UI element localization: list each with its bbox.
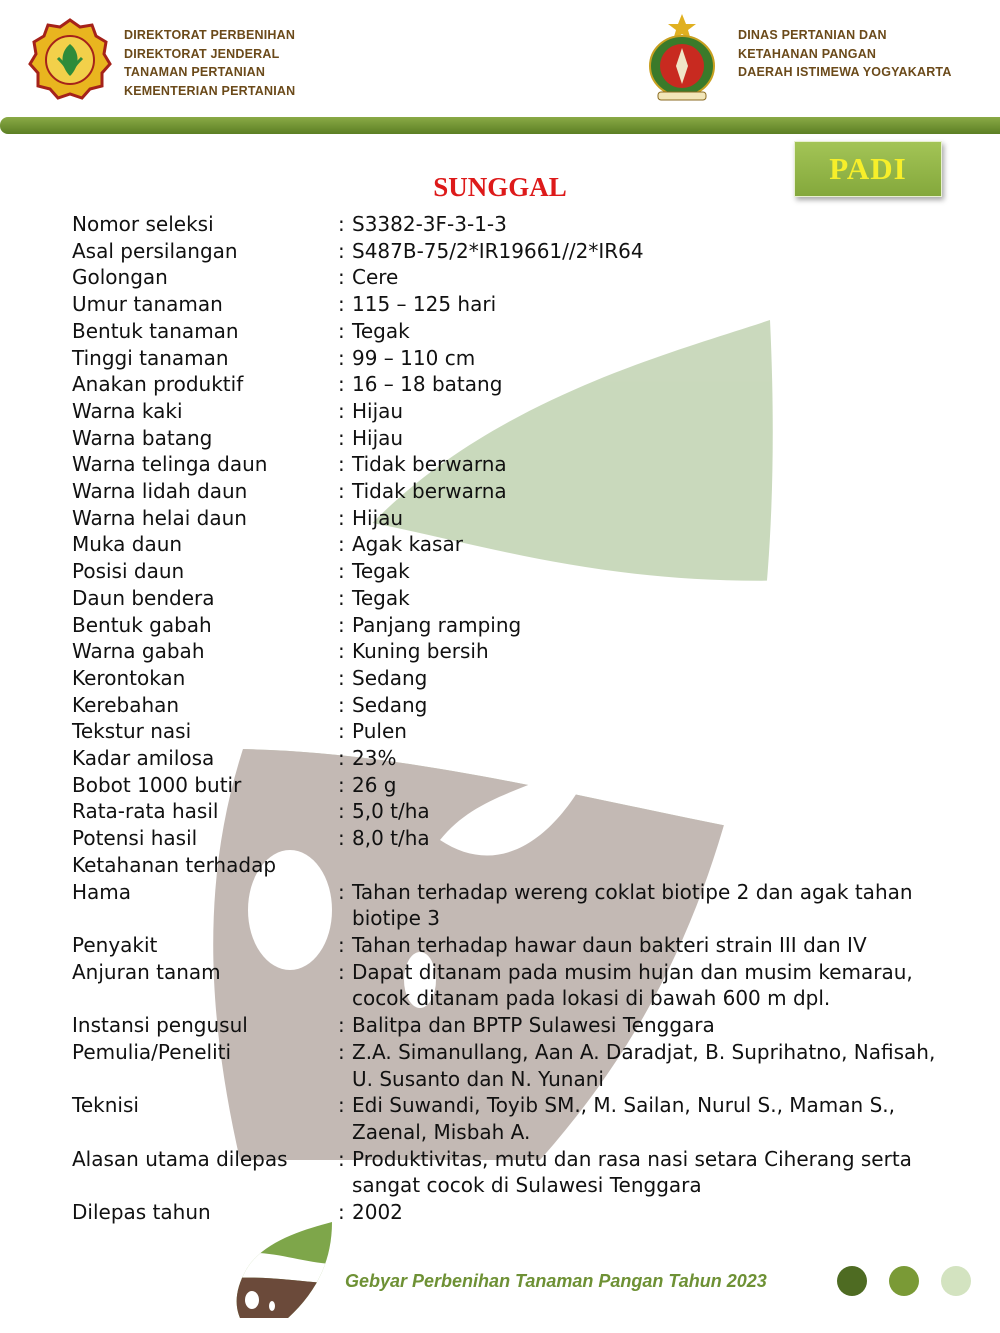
spec-row bbox=[72, 211, 952, 238]
diy-coat-of-arms-icon bbox=[644, 14, 720, 102]
spec-value: 2002 bbox=[352, 1200, 403, 1225]
spec-colon: : bbox=[338, 1093, 345, 1118]
spec-colon: : bbox=[338, 479, 345, 504]
spec-row bbox=[72, 665, 952, 692]
spec-row bbox=[72, 238, 952, 265]
spec-value: Tahan terhadap hawar daun bakteri strain III dan IV bbox=[352, 932, 867, 957]
spec-label: Anakan produktif bbox=[72, 372, 244, 397]
spec-value: Hijau bbox=[352, 505, 404, 530]
spec-label: Warna helai daun bbox=[72, 505, 247, 530]
spec-label: Kerontokan bbox=[72, 665, 186, 690]
spec-row bbox=[72, 1146, 952, 1199]
spec-value: 8,0 t/ha bbox=[352, 826, 430, 851]
spec-value: 99 – 110 cm bbox=[352, 345, 476, 370]
header-right-line: DAERAH ISTIMEWA YOGYAKARTA bbox=[738, 65, 952, 79]
spec-label: Penyakit bbox=[72, 932, 158, 957]
spec-row bbox=[72, 398, 952, 425]
spec-colon: : bbox=[338, 746, 345, 771]
spec-colon: : bbox=[338, 585, 345, 610]
spec-label: Warna kaki bbox=[72, 398, 183, 423]
spec-value: 23% bbox=[352, 746, 397, 771]
header-left-line: DIREKTORAT PERBENIHAN bbox=[124, 28, 296, 42]
spec-label: Umur tanaman bbox=[72, 292, 223, 317]
spec-value: Sedang bbox=[352, 692, 428, 717]
spec-row bbox=[72, 745, 952, 772]
spec-colon: : bbox=[338, 665, 345, 690]
spec-value: Sedang bbox=[352, 665, 428, 690]
spec-value: S3382-3F-3-1-3 bbox=[352, 212, 507, 236]
spec-label: Rata-rata hasil bbox=[72, 799, 219, 824]
spec-colon: : bbox=[338, 826, 345, 851]
footer-dot bbox=[941, 1266, 971, 1296]
spec-row bbox=[72, 318, 952, 345]
spec-label: Tekstur nasi bbox=[72, 719, 192, 744]
spec-row bbox=[72, 291, 952, 318]
spec-value: Kuning bersih bbox=[352, 639, 489, 664]
spec-colon: : bbox=[338, 532, 345, 557]
spec-row bbox=[72, 718, 952, 745]
spec-value: 115 – 125 hari bbox=[352, 292, 497, 317]
spec-value: Tegak bbox=[352, 559, 410, 584]
spec-row bbox=[72, 932, 952, 959]
spec-list bbox=[72, 211, 952, 1226]
spec-value: Tahan terhadap wereng coklat biotipe 2 dan agak tahan biotipe 3 bbox=[352, 879, 913, 931]
spec-row bbox=[72, 638, 952, 665]
spec-colon: : bbox=[338, 559, 345, 584]
header-left-line: DIREKTORAT JENDERAL bbox=[124, 46, 280, 61]
spec-value: 26 g bbox=[352, 772, 397, 797]
spec-label: Bobot 1000 butir bbox=[72, 772, 242, 797]
footer-event-text: Gebyar Perbenihan Tanaman Pangan Tahun 2023 bbox=[345, 1271, 767, 1291]
spec-row bbox=[72, 425, 952, 452]
spec-row bbox=[72, 798, 952, 825]
header-right-line: DINAS PERTANIAN DAN bbox=[738, 28, 887, 42]
spec-colon: : bbox=[338, 1146, 345, 1171]
spec-value: Dapat ditanam pada musim hujan dan musim kemarau, cocok ditanam pada lokasi di bawah 600 m dpl. bbox=[352, 959, 913, 1011]
spec-row bbox=[72, 531, 952, 558]
spec-colon: : bbox=[338, 452, 345, 477]
footer-dot bbox=[837, 1266, 867, 1296]
spec-label: Asal persilangan bbox=[72, 238, 238, 263]
variety-title: SUNGGAL bbox=[433, 172, 567, 202]
spec-value: S487B-75/2*IR19661//2*IR64 bbox=[352, 238, 644, 263]
spec-value: 16 – 18 batang bbox=[352, 372, 503, 397]
spec-colon: : bbox=[338, 345, 345, 370]
spec-label: Warna gabah bbox=[72, 639, 205, 664]
spec-value: Panjang ramping bbox=[352, 612, 522, 637]
spec-value: Hijau bbox=[352, 425, 404, 450]
spec-colon: : bbox=[338, 772, 345, 797]
spec-colon: : bbox=[338, 505, 345, 530]
header-left-line: KEMENTERIAN PERTANIAN bbox=[124, 83, 296, 98]
spec-colon: : bbox=[338, 292, 345, 317]
spec-label: Daun bendera bbox=[72, 585, 215, 610]
spec-row bbox=[72, 1092, 952, 1145]
spec-row bbox=[72, 505, 952, 532]
spec-label: Bentuk gabah bbox=[72, 612, 212, 637]
spec-label: Warna lidah daun bbox=[72, 479, 248, 504]
spec-label: Hama bbox=[72, 879, 132, 904]
spec-value: Z.A. Simanullang, Aan A. Daradjat, B. Suprihatno, Nafisah, U. Susanto dan N. Yunani bbox=[352, 1039, 936, 1091]
spec-label: Posisi daun bbox=[72, 559, 185, 584]
spec-colon: : bbox=[338, 959, 345, 984]
spec-label: Nomor seleksi bbox=[72, 212, 214, 236]
spec-colon: : bbox=[338, 612, 345, 637]
spec-label: Potensi hasil bbox=[72, 826, 198, 851]
spec-row bbox=[72, 371, 952, 398]
spec-label: Kerebahan bbox=[72, 692, 180, 717]
spec-colon: : bbox=[338, 318, 345, 343]
spec-value: Pulen bbox=[352, 719, 407, 744]
spec-colon: : bbox=[338, 212, 345, 236]
spec-label: Warna batang bbox=[72, 425, 213, 450]
spec-row bbox=[72, 879, 952, 932]
spec-colon: : bbox=[338, 1200, 345, 1225]
spec-value: 5,0 t/ha bbox=[352, 799, 430, 824]
spec-colon: : bbox=[338, 398, 345, 423]
spec-label: Alasan utama dilepas bbox=[72, 1146, 288, 1171]
header-divider-bar bbox=[0, 117, 1000, 134]
spec-colon: : bbox=[338, 932, 345, 957]
spec-colon: : bbox=[338, 372, 345, 397]
spec-value: Agak kasar bbox=[352, 532, 463, 557]
spec-value: Hijau bbox=[352, 398, 404, 423]
spec-colon: : bbox=[338, 799, 345, 824]
spec-label: Teknisi bbox=[72, 1093, 139, 1118]
spec-row bbox=[72, 825, 952, 852]
spec-row bbox=[72, 585, 952, 612]
spec-label: Bentuk tanaman bbox=[72, 318, 239, 343]
spec-row bbox=[72, 345, 952, 372]
spec-value: Edi Suwandi, Toyib SM., M. Sailan, Nurul S., Maman S., Zaenal, Misbah A. bbox=[352, 1093, 895, 1144]
spec-label: Pemulia/Peneliti bbox=[72, 1039, 232, 1064]
spec-colon: : bbox=[338, 879, 345, 904]
spec-value: Balitpa dan BPTP Sulawesi Tenggara bbox=[352, 1013, 715, 1038]
spec-row bbox=[72, 558, 952, 585]
spec-colon: : bbox=[338, 265, 345, 290]
spec-value: Tegak bbox=[352, 585, 410, 610]
spec-row bbox=[72, 852, 952, 879]
spec-value: Tidak berwarna bbox=[352, 479, 507, 504]
spec-value: Tegak bbox=[352, 318, 410, 343]
header-left-org bbox=[124, 26, 295, 100]
spec-row bbox=[72, 1012, 952, 1039]
spec-label: Anjuran tanam bbox=[72, 959, 221, 984]
spec-row bbox=[72, 612, 952, 639]
spec-colon: : bbox=[338, 719, 345, 744]
spec-label: Ketahanan terhadap bbox=[72, 852, 277, 877]
spec-row bbox=[72, 692, 952, 719]
spec-value: Tidak berwarna bbox=[352, 452, 507, 477]
spec-colon: : bbox=[338, 238, 345, 263]
spec-row bbox=[72, 478, 952, 505]
spec-value: Produktivitas, mutu dan rasa nasi setara Ciherang serta sangat cocok di Sulawesi Tenggara bbox=[352, 1146, 912, 1198]
spec-label: Kadar amilosa bbox=[72, 746, 215, 771]
spec-label: Golongan bbox=[72, 265, 168, 290]
header-right-line: KETAHANAN PANGAN bbox=[738, 46, 877, 61]
header-left-line: TANAMAN PERTANIAN bbox=[124, 65, 266, 79]
spec-colon: : bbox=[338, 1039, 345, 1064]
spec-label: Instansi pengusul bbox=[72, 1013, 248, 1038]
spec-label: Dilepas tahun bbox=[72, 1200, 211, 1225]
spec-colon: : bbox=[338, 425, 345, 450]
footer-dot bbox=[889, 1266, 919, 1296]
spec-row bbox=[72, 959, 952, 1012]
spec-label: Muka daun bbox=[72, 532, 183, 557]
leaf-logo-icon bbox=[232, 1220, 338, 1320]
spec-row bbox=[72, 451, 952, 478]
header-right-org bbox=[738, 26, 952, 82]
spec-colon: : bbox=[338, 1013, 345, 1038]
kementan-emblem-icon bbox=[28, 18, 112, 102]
category-badge-label: PADI bbox=[829, 151, 907, 186]
spec-label: Tinggi tanaman bbox=[72, 345, 229, 370]
spec-row bbox=[72, 264, 952, 291]
spec-row bbox=[72, 772, 952, 799]
spec-colon: : bbox=[338, 692, 345, 717]
spec-row bbox=[72, 1039, 952, 1092]
spec-row bbox=[72, 1199, 952, 1226]
spec-label: Warna telinga daun bbox=[72, 452, 268, 477]
spec-value: Cere bbox=[352, 265, 399, 290]
spec-colon: : bbox=[338, 639, 345, 664]
